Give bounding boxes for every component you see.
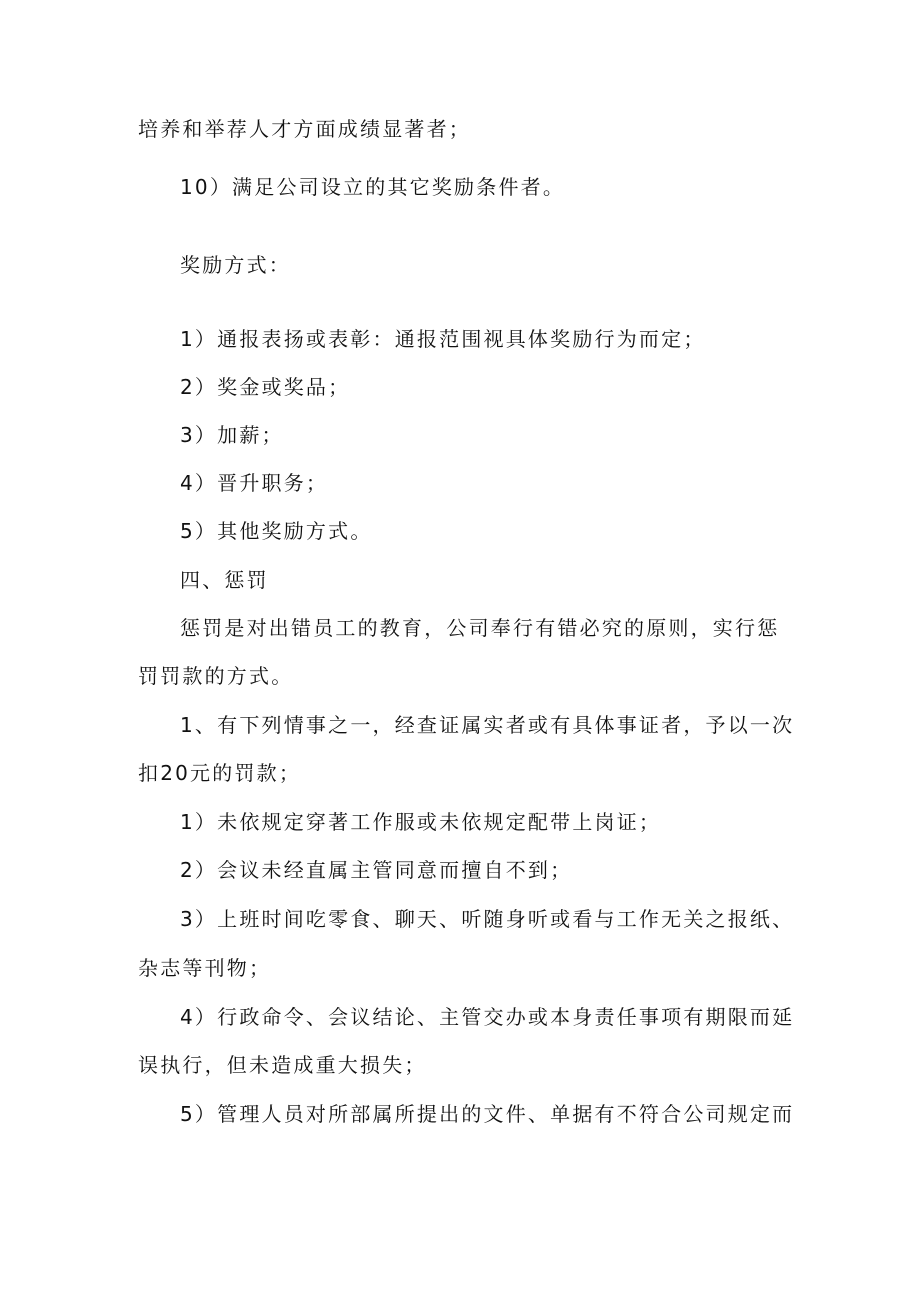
paragraph-line: 1、有下列情事之一，经查证属实者或有具体事证者，予以一次 [180,713,795,737]
paragraph-line: 培养和举荐人才方面成绩显著者； [138,117,471,141]
paragraph-line: 杂志等刊物； [138,956,272,980]
section-heading: 奖励方式： [180,253,291,277]
list-item: 2）奖金或奖品； [180,375,351,399]
list-item: 1）未依规定穿著工作服或未依规定配带上岗证； [180,810,662,834]
paragraph-line: 扣20元的罚款； [138,761,302,785]
paragraph-line: 惩罚是对出错员工的教育，公司奉行有错必究的原则，实行惩 [180,616,780,640]
list-item: 3）上班时间吃零食、聊天、听随身听或看与工作无关之报纸、 [180,907,795,931]
paragraph-line: 罚罚款的方式。 [138,664,294,688]
list-item: 3）加薪； [180,423,284,447]
paragraph-line: 误执行，但未造成重大损失； [138,1053,427,1077]
list-item: 4）晋升职务； [180,471,329,495]
list-item: 5）管理人员对所部属所提出的文件、单据有不符合公司规定而 [180,1102,795,1126]
paragraph-line: 10）满足公司设立的其它奖励条件者。 [180,175,566,199]
list-item: 4）行政命令、会议结论、主管交办或本身责任事项有期限而延 [180,1005,795,1029]
list-item: 5）其他奖励方式。 [180,519,373,543]
list-item: 1）通报表扬或表彰：通报范围视具体奖励行为而定； [180,327,706,351]
section-heading: 四、惩罚 [180,568,269,592]
list-item: 2）会议未经直属主管同意而擅自不到； [180,858,573,882]
